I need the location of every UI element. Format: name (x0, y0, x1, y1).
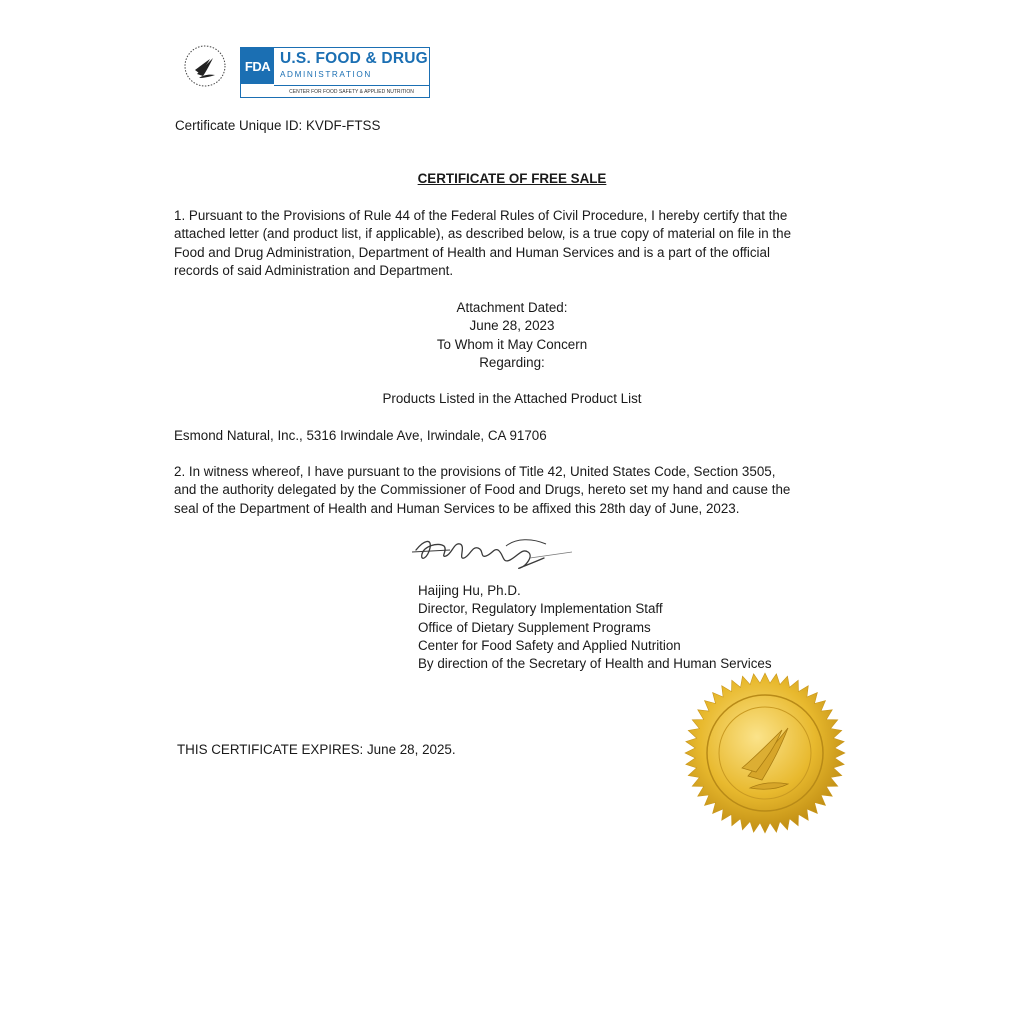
gold-seal-icon (684, 672, 846, 834)
paragraph-2-line: seal of the Department of Health and Human Services to be affixed this 28th day of June, 2023. (174, 500, 740, 516)
signatory-direction: By direction of the Secretary of Health and Human Services (418, 656, 772, 672)
paragraph-1 (174, 207, 850, 280)
attachment-to: To Whom it May Concern (436, 336, 588, 352)
paragraph-1-line: records of said Administration and Department. (174, 262, 454, 278)
signatory-block (418, 582, 772, 673)
signatory-center: Center for Food Safety and Applied Nutrition (418, 637, 681, 653)
signatory-name: Haijing Hu, Ph.D. (418, 583, 521, 598)
signature-image (410, 528, 575, 574)
fda-logo (240, 47, 430, 98)
paragraph-1-line: 1. Pursuant to the Provisions of Rule 44 of the Federal Rules of Civil Procedure, I hereby certify that the (174, 208, 788, 223)
fda-title: U.S. FOOD & DRUG (280, 50, 428, 67)
expiry-statement: THIS CERTIFICATE EXPIRES: June 28, 2025. (177, 742, 456, 757)
fda-subtitle: ADMINISTRATION (280, 70, 372, 79)
fda-center-name: CENTER FOR FOOD SAFETY & APPLIED NUTRITION (274, 85, 429, 99)
attachment-regarding: Regarding: (479, 354, 545, 370)
signatory-title: Director, Regulatory Implementation Staff (418, 601, 663, 617)
attachment-label: Attachment Dated: (456, 300, 568, 315)
paragraph-2-line: 2. In witness whereof, I have pursuant to the provisions of Title 42, United States Code, Section 3505, (174, 464, 776, 479)
fda-badge: FDA (241, 48, 274, 84)
paragraph-2 (174, 463, 850, 518)
attachment-block (300, 299, 724, 372)
paragraph-1-line: Food and Drug Administration, Department of Health and Human Services and is a part of the official (174, 244, 770, 260)
hhs-logo-icon (183, 44, 227, 88)
attachment-date: June 28, 2023 (469, 318, 555, 334)
certificate-id: Certificate Unique ID: KVDF-FTSS (175, 118, 381, 133)
paragraph-1-line: attached letter (and product list, if applicable), as described below, is a true copy of material on file in the (174, 226, 792, 242)
paragraph-2-line: and the authority delegated by the Commissioner of Food and Drugs, hereto set my hand and cause the (174, 482, 791, 498)
document-title: CERTIFICATE OF FREE SALE (417, 171, 607, 186)
signatory-office: Office of Dietary Supplement Programs (418, 619, 651, 635)
company-address: Esmond Natural, Inc., 5316 Irwindale Ave, Irwindale, CA 91706 (174, 428, 547, 443)
products-line: Products Listed in the Attached Product List (382, 391, 642, 406)
